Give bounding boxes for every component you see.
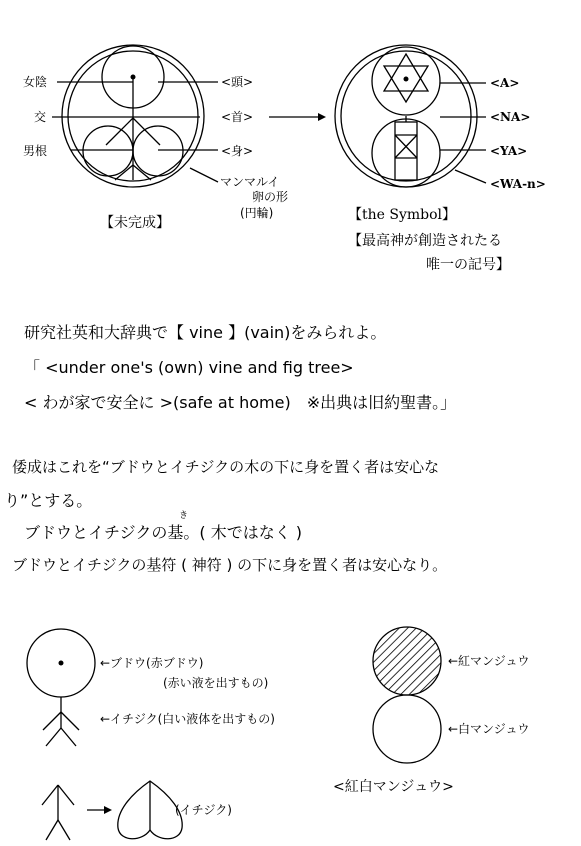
label-dankon: 男根 — [23, 144, 48, 158]
caption-the-symbol: 【the Symbol】 — [348, 207, 457, 223]
label-budou-sub: (赤い液を出すもの) — [163, 676, 269, 690]
center-dot — [131, 75, 136, 80]
label-ya: <YA> — [490, 144, 528, 158]
text-line-3: < わが家で安全に >(safe at home) ※出典は旧約聖書。」 — [24, 393, 457, 412]
arrow-right-icon — [269, 113, 326, 121]
the-symbol — [335, 45, 486, 187]
label-red-manju: ←紅マンジュウ — [448, 654, 530, 668]
unfinished-symbol — [52, 45, 218, 187]
center-dot — [59, 661, 64, 666]
label-wa-n: <WA-n> — [490, 177, 546, 191]
white-manju — [373, 695, 441, 763]
text-line-5: り”とする。 — [4, 491, 93, 510]
caption-supreme-god: 【最高神が創造されたる — [348, 233, 502, 249]
label-egg-1: マンマルイ — [220, 175, 280, 189]
label-kou: 交 — [34, 110, 47, 124]
text-line-7: ブドウとイチジクの基符 ( 神符 ) の下に身を置く者は安心なり。 — [12, 556, 448, 574]
caption-unfinished: 【未完成】 — [100, 215, 170, 231]
label-head: <頭> — [221, 75, 254, 89]
text-line-4: 倭成はこれを“ブドウとイチジクの木の下に身を置く者は安心な — [12, 458, 440, 476]
text-line-1: 研究社英和大辞典で【 vine 】(vain)をみられよ。 — [24, 323, 387, 342]
label-egg-2: 卵の形 — [252, 190, 289, 204]
stick-figure — [27, 629, 95, 746]
label-ichijiku: ←イチジク(白い液体を出すもの) — [100, 712, 275, 726]
label-join: 女陰 — [23, 75, 48, 89]
caption-kohaku-manju: <紅白マンジュウ> — [333, 779, 454, 795]
label-white-manju: ←白マンジュウ — [448, 722, 530, 736]
arrow-right-icon — [87, 806, 112, 814]
red-manju — [373, 627, 441, 695]
center-dot — [404, 77, 409, 82]
text-line-6: ブドウとイチジクの基。( 木ではなく ) — [24, 523, 303, 542]
label-egg-3: (円輪) — [240, 206, 274, 220]
label-ichijiku-shape: (イチジク) — [175, 803, 232, 817]
fig-derivation — [42, 781, 182, 840]
label-budou: ←ブドウ(赤ブドウ) — [100, 656, 204, 670]
ruby-ki: き — [179, 511, 189, 521]
label-body: <身> — [221, 144, 254, 158]
caption-unique-sign: 唯一の記号】 — [426, 257, 510, 273]
text-line-2: 「 <under one's (own) vine and fig tree> — [24, 358, 354, 377]
label-neck: <首> — [221, 110, 254, 124]
label-na: <NA> — [490, 110, 531, 124]
label-a: <A> — [490, 76, 520, 90]
